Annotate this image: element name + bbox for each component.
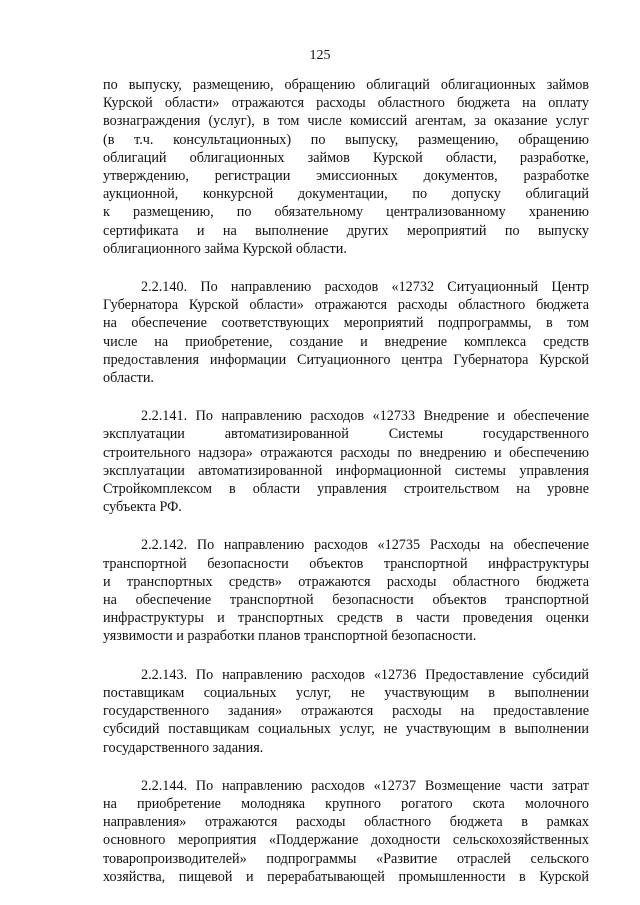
text-line: направления» отражаются расходы областного бюджета в рамках	[103, 814, 589, 831]
text-line: числе на приобретение, создание и внедрение комплекса средств	[103, 333, 589, 350]
paragraph-gap	[103, 757, 589, 777]
text-line: на обеспечение транспортной безопасности объектов транспортной	[103, 592, 589, 609]
document-body	[103, 76, 589, 886]
text-line: 2.2.141. По направлению расходов «12733 Внедрение и обеспечение	[141, 408, 589, 425]
text-line: поставщикам социальных услуг, не участвующим в выполнении	[103, 684, 589, 701]
text-line: (в т.ч. консультационных) по выпуску, размещению, обращению	[103, 131, 589, 148]
page-number: 125	[309, 48, 331, 63]
paragraph-2-2-142	[103, 536, 589, 645]
text-line: на приобретение молодняка крупного рогатого скота молочного	[103, 795, 589, 812]
text-line: к размещению, по обязательному централизованному хранению	[103, 204, 589, 221]
text-line: Губернатора Курской области» отражаются расходы областного бюджета	[103, 297, 589, 314]
text-line: инфраструктуры и транспортных средств в части проведения оценки	[103, 610, 589, 627]
text-line: 2.2.143. По направлению расходов «12736 Предоставление субсидий	[141, 666, 589, 683]
text-line: предоставления информации Ситуационного центра Губернатора Курской	[103, 351, 589, 368]
text-line: транспортной безопасности объектов транспортной инфраструктуры	[103, 555, 589, 572]
text-line: Курской области» отражаются расходы областного бюджета на оплату	[103, 95, 589, 112]
paragraph-gap	[103, 516, 589, 536]
paragraph-2-2-144	[103, 777, 589, 886]
text-line: субъекта РФ.	[103, 499, 182, 516]
text-line: на обеспечение соответствующих мероприятий подпрограммы, в том	[103, 315, 589, 332]
text-line: области.	[103, 370, 154, 387]
text-line: сертификата и на выполнение других мероприятий по выпуску	[103, 222, 589, 239]
text-line: облигационного займа Курской области.	[103, 240, 347, 257]
text-line: уязвимости и разработки планов транспортной безопасности.	[103, 628, 477, 645]
text-line: товаропроизводителей» подпрограммы «Развитие отраслей сельского	[103, 850, 589, 867]
text-line: государственного задания.	[103, 739, 264, 756]
text-line: утверждению, регистрации эмиссионных документов, разработке	[103, 168, 589, 185]
paragraph-2-2-143	[103, 666, 589, 757]
text-line: эксплуатации автоматизированной Системы государственного	[103, 426, 589, 443]
paragraph-gap	[103, 646, 589, 666]
paragraph-continuation	[103, 76, 589, 258]
paragraph-gap	[103, 258, 589, 278]
paragraph-2-2-141	[103, 407, 589, 516]
text-line: вознаграждения (услуг), в том числе комиссий агентам, за оказание услуг	[103, 113, 589, 130]
text-line: 2.2.142. По направлению расходов «12735 Расходы на обеспечение	[141, 537, 589, 554]
text-line: Стройкомплексом в области управления строительством на уровне	[103, 481, 589, 498]
text-line: 2.2.144. По направлению расходов «12737 Возмещение части затрат	[141, 777, 589, 794]
text-line: 2.2.140. По направлению расходов «12732 Ситуационный Центр	[141, 279, 589, 296]
text-line: государственного задания» отражаются расходы на предоставление	[103, 703, 589, 720]
text-line: субсидий поставщикам социальных услуг, не участвующим в выполнении	[103, 721, 589, 738]
text-line: по выпуску, размещению, обращению облигаций облигационных займов	[103, 77, 589, 93]
paragraph-2-2-140	[103, 278, 589, 387]
text-line: аукционной, конкурсной документации, по допуску облигаций	[103, 186, 589, 203]
text-line: и транспортных средств» отражаются расходы областного бюджета	[103, 573, 589, 590]
text-line: строительного надзора» отражаются расходы по внедрению и обеспечению	[103, 444, 589, 461]
text-line: облигаций облигационных займов Курской области, разработке,	[103, 149, 589, 166]
text-line: основного мероприятия «Поддержание доходности сельскохозяйственных	[103, 832, 589, 849]
paragraph-gap	[103, 387, 589, 407]
text-line: хозяйства, пищевой и перерабатывающей промышленности в Курской	[103, 868, 589, 885]
text-line: эксплуатации автоматизированной информационной системы управления	[103, 462, 589, 479]
